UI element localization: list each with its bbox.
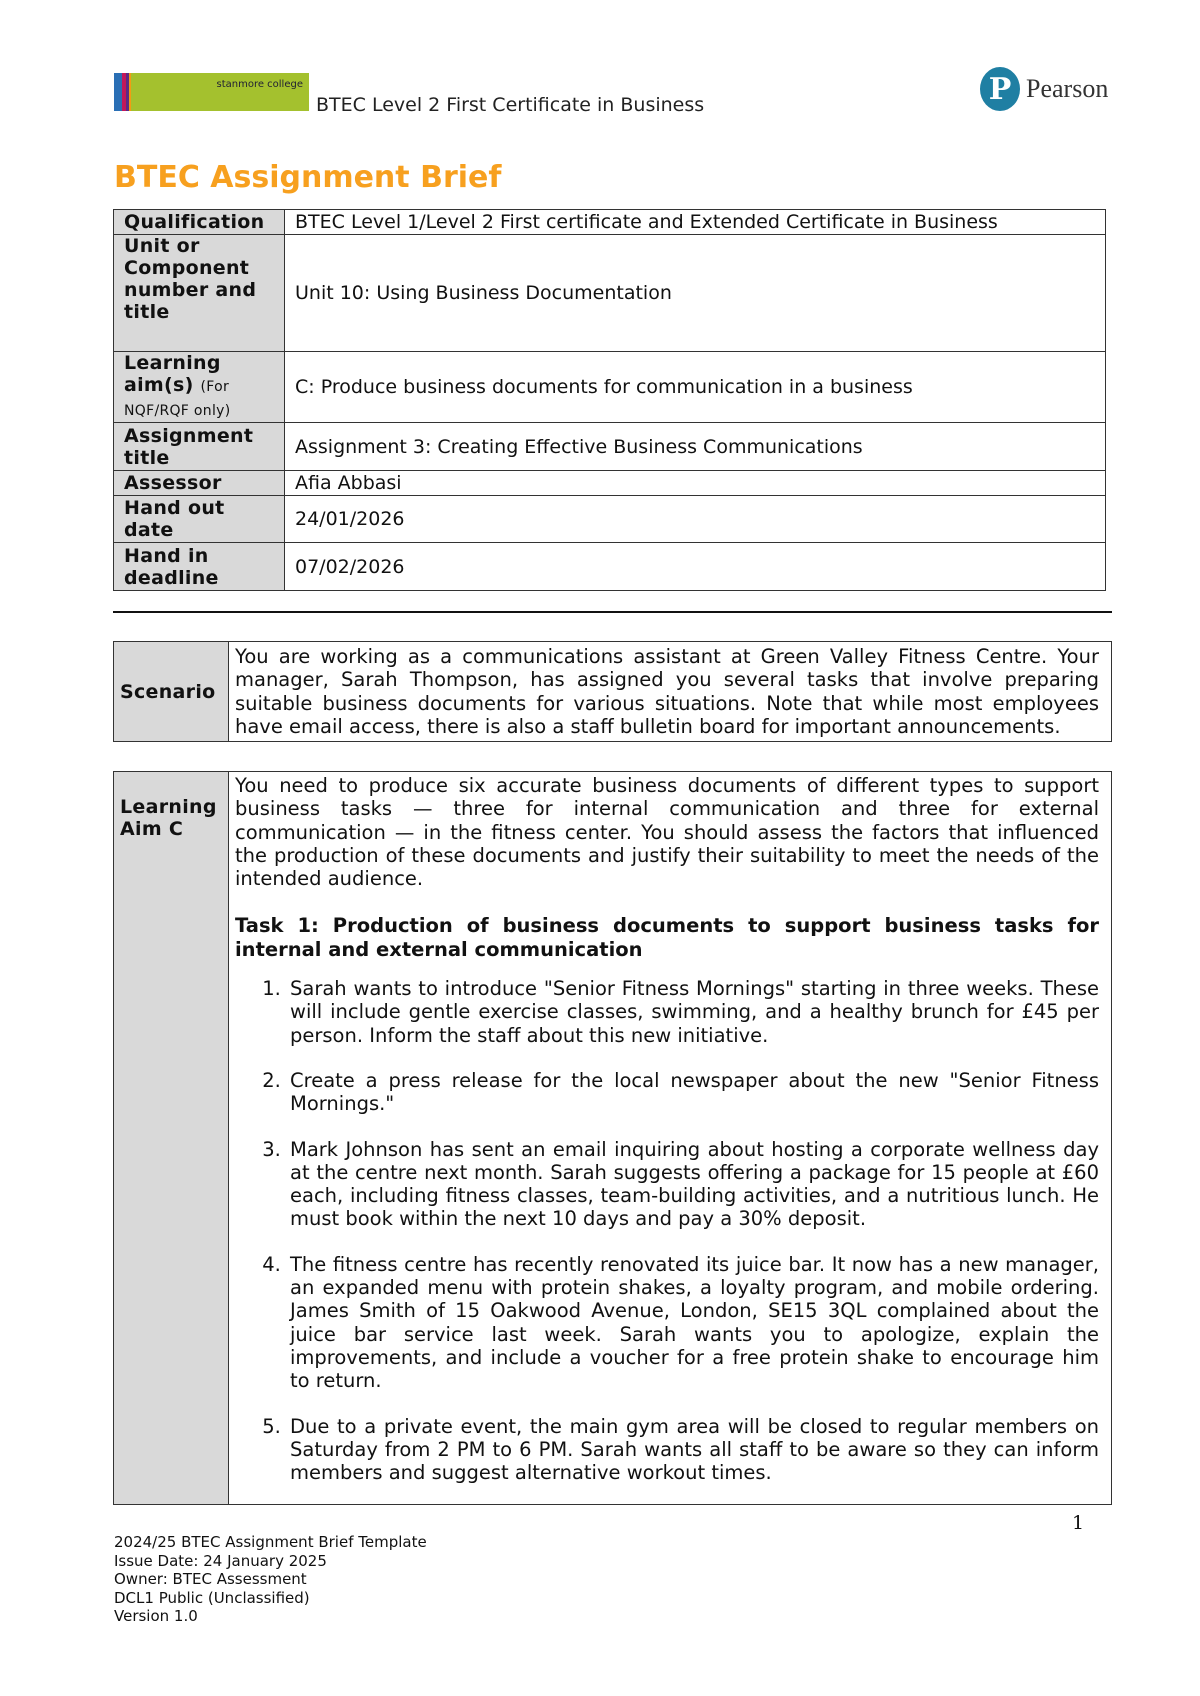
assignment-info-table: [113, 209, 1106, 591]
table-row: [114, 235, 1106, 352]
list-item: 1. Sarah wants to introduce "Senior Fitness Mornings" starting in three weeks. These will include gentle exercise classes, swimming, and a healthy brunch for £45 per person. Inform the staff about this new initiative.: [287, 977, 1099, 1047]
learning-aim-label-text: Learning aim(s): [124, 352, 221, 396]
list-item: 2. Create a press release for the local newspaper about the new "Senior Fitness Mornings.": [287, 1069, 1099, 1116]
table-row: [114, 543, 1106, 591]
table-row: [114, 352, 1106, 423]
task-list: [235, 977, 1099, 1484]
page-title: BTEC Assignment Brief: [114, 160, 502, 195]
unit-value: Unit 10: Using Business Documentation: [285, 235, 1106, 352]
table-row: [114, 496, 1106, 543]
pearson-logo: [980, 67, 1108, 111]
footer: [114, 1533, 427, 1626]
footer-owner: Owner: BTEC Assessment: [114, 1570, 307, 1588]
footer-classification: DCL1 Public (Unclassified): [114, 1588, 310, 1607]
footer-template: 2024/25 BTEC Assignment Brief Template: [114, 1533, 427, 1551]
page-number: 1: [1072, 1512, 1085, 1534]
task-heading: Task 1: Production of business documents to support business tasks for internal and external communication: [235, 914, 1099, 961]
table-row: [114, 423, 1106, 471]
footer-version: Version 1.0: [114, 1607, 198, 1625]
list-item: 3. Mark Johnson has sent an email inquiring about hosting a corporate wellness day at the centre next month. Sarah suggests offering a package for 15 people at £60 each, including fitness classes, team-building activities, and a nutritious lunch. He must book within the next 10 days and pay a 30% deposit.: [287, 1138, 1099, 1231]
assessor-value: Afia Abbasi: [285, 471, 1106, 496]
hand-in-deadline-label: Hand in deadline: [114, 543, 285, 591]
header-subtitle: BTEC Level 2 First Certificate in Business: [316, 94, 705, 116]
learning-aim-table: [113, 771, 1112, 1505]
qualification-label: Qualification: [114, 210, 285, 235]
list-item: 5. Due to a private event, the main gym area will be closed to regular members on Saturday from 2 PM to 6 PM. Sarah wants all staff to be aware so they can inform members and suggest alternative workout times.: [287, 1415, 1099, 1485]
hand-out-date-label: Hand out date: [114, 496, 285, 543]
pearson-logo-text: Pearson: [1026, 74, 1109, 103]
scenario-label: Scenario: [114, 642, 229, 742]
table-row: [114, 471, 1106, 496]
learning-aim-label-note: (For NQF/RQF only): [124, 379, 231, 419]
table-row: [114, 210, 1106, 235]
college-logo-text: stanmore college: [216, 79, 303, 90]
unit-label: Unit or Component number and title: [114, 235, 285, 352]
scenario-table: [113, 641, 1112, 742]
scenario-text: You are working as a communications assistant at Green Valley Fitness Centre. Your manager, Sarah Thompson, has assigned you several tasks that involve preparing suitable business documents for various situations. Note that while most employees have email access, there is also a staff bulletin board for important announcements.: [229, 642, 1112, 742]
learning-aim-intro: You need to produce six accurate business documents of different types to support business tasks — three for internal communication and three for external communication — in the fitness center. You should assess the factors that influenced the production of these documents and justify their suitability to meet the needs of the intended audience.: [235, 774, 1099, 891]
college-logo: [114, 73, 309, 111]
learning-aim-label: [114, 352, 285, 423]
list-item: 4. The fitness centre has recently renovated its juice bar. It now has a new manager, an expanded menu with protein shakes, a loyalty program, and mobile ordering. James Smith of 15 Oakwood Avenue, London, SE15 3QL complained about the juice bar service last week. Sarah wants you to apologize, explain the improvements, and include a voucher for a free protein shake to encourage him to return.: [287, 1253, 1099, 1393]
learning-aim-value: C: Produce business documents for communication in a business: [285, 352, 1106, 423]
pearson-logo-icon: P: [980, 67, 1020, 111]
footer-issue-date: Issue Date: 24 January 2025: [114, 1551, 327, 1570]
learning-aim-content: [229, 772, 1112, 1505]
hand-out-date-value: 24/01/2026: [285, 496, 1106, 543]
assessor-label: Assessor: [114, 471, 285, 496]
hand-in-deadline-value: 07/02/2026: [285, 543, 1106, 591]
divider: [113, 611, 1112, 613]
assignment-title-value: Assignment 3: Creating Effective Business Communications: [285, 423, 1106, 471]
learning-aim-c-label: Learning Aim C: [114, 772, 229, 1505]
assignment-title-label: Assignment title: [114, 423, 285, 471]
qualification-value: BTEC Level 1/Level 2 First certificate and Extended Certificate in Business: [285, 210, 1106, 235]
